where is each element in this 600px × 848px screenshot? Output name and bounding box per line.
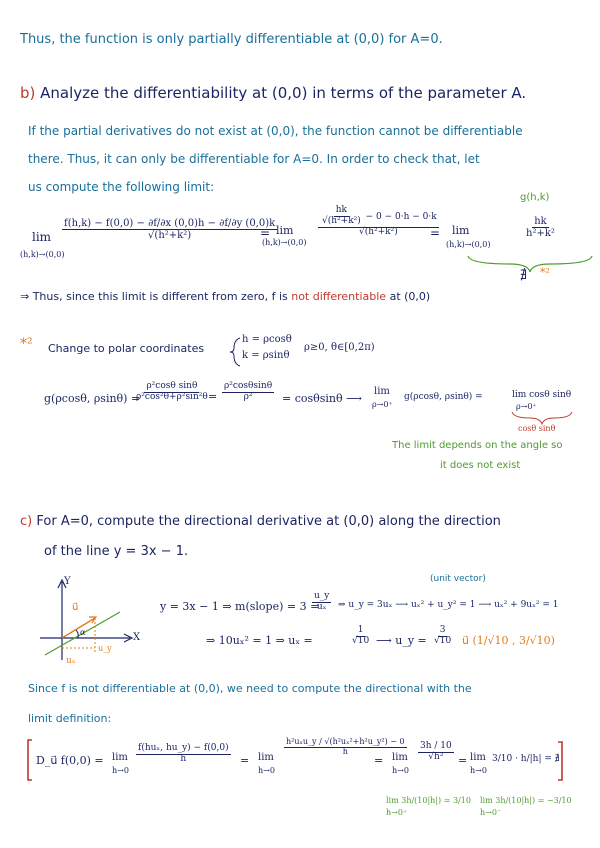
lim-2: lim: [276, 224, 294, 237]
dd-lim-4-sub: h→0: [470, 766, 487, 775]
slope-frac-d: uₓ: [316, 601, 327, 612]
uy-frac-d: √10: [434, 635, 452, 646]
limit-denominator-3: h²+k²: [526, 228, 555, 239]
limit-fraction-1: [62, 218, 277, 241]
ux-frac: [350, 626, 371, 647]
g-polar-lim-expr: g(ρcosθ, ρsinθ) =: [404, 392, 483, 402]
num2-topden: √(h²+k²): [322, 215, 361, 226]
dd-eq-1: =: [240, 754, 250, 767]
dd-eq-3: =: [458, 754, 468, 767]
polar-text: Change to polar coordinates: [48, 342, 205, 355]
section-c-heading: [20, 514, 501, 529]
g-polar-frac-1: [134, 382, 210, 403]
dd-num-2: h²uₓu_y / √(h²uₓ²+h²u_y²) − 0: [286, 737, 405, 746]
ux-line-a: ⇒ 10uₓ² = 1 ⇒ uₓ =: [206, 634, 313, 647]
star-note: *²: [540, 266, 550, 279]
polar-condition: ρ≥0, θ∈[0,2π): [304, 342, 375, 353]
lim-1: lim: [32, 230, 52, 244]
section-b-title: Analyze the differentiability at (0,0) in terms of the parameter A.: [40, 84, 527, 102]
polar-star: *²: [20, 336, 33, 352]
limit-numerator-3: hk: [534, 216, 547, 227]
section-c-title-1: For A=0, compute the directional derivative at (0,0) along the direction: [36, 514, 501, 529]
g-polar-lim: lim: [374, 386, 390, 397]
ux-frac-n: 1: [357, 625, 364, 635]
dd-lim-3-sub: h→0: [392, 766, 409, 775]
num2-rest: − 0 − 0·h − 0·k: [365, 211, 437, 222]
section-b-heading: [20, 84, 526, 102]
dd-lim-3: lim: [392, 752, 408, 763]
g-polar-lim-sub: ρ→0⁺: [372, 400, 393, 409]
polar-sys-2: k = ρsinθ: [242, 350, 290, 361]
section-c-title-2: of the line y = 3x − 1.: [44, 544, 189, 559]
side-limit-left-sub: h→0⁻: [480, 808, 502, 817]
ux-label: uₓ: [66, 656, 76, 666]
axis-x-label: X: [133, 632, 141, 643]
alpha-label: α: [80, 628, 86, 637]
limit-fraction-3: [524, 216, 557, 239]
dd-lim-1-sub: h→0: [112, 766, 129, 775]
dd-lim-1: lim: [112, 752, 128, 763]
limit-numerator-1: f(h,k) − f(0,0) − ∂f/∂x (0,0)h − ∂f/∂y (0,0)k: [64, 218, 276, 229]
axis-y-label: Y: [64, 576, 71, 587]
green-note-2: it does not exist: [440, 460, 521, 471]
left-bracket: [28, 740, 32, 780]
g-polar-result: = cosθsinθ ⟶: [282, 392, 362, 405]
num2-top: hk: [335, 205, 347, 215]
eq-2: =: [430, 226, 441, 240]
green-note-1: The limit depends on the angle so: [392, 440, 563, 451]
slope-line-b: ⇒ u_y = 3uₓ ⟶ uₓ² + u_y² = 1 ⟶ uₓ² + 9uₓ² = 1: [338, 600, 559, 610]
uy-frac: [432, 626, 453, 647]
uy-frac-n: 3: [439, 625, 446, 635]
g-polar-num-2: ρ²cosθsinθ: [224, 381, 273, 391]
dd-den-2: h: [342, 746, 348, 756]
conclusion-suffix: at (0,0): [389, 290, 431, 303]
dd-frac-3: [418, 742, 454, 763]
g-label: g(h,k): [520, 192, 550, 203]
side-limit-left: lim 3h/(10|h|) = −3/10: [480, 796, 572, 805]
lim-2-sub: (h,k)→(0,0): [262, 238, 307, 247]
slope-frac-n: u_y: [314, 591, 330, 601]
g-polar-den-2: ρ²: [243, 391, 253, 402]
g-polar-eq: =: [208, 390, 218, 403]
since-line-1: Since f is not differentiable at (0,0), we need to compute the directional with the: [28, 682, 472, 695]
g-polar-lhs: g(ρcosθ, ρsinθ) =: [44, 392, 141, 405]
section-b-letter: b): [20, 84, 36, 102]
system-brace: [230, 338, 240, 366]
section-b-para-3: us compute the following limit:: [28, 180, 215, 194]
slope-frac: [312, 592, 331, 613]
underbrace-polar: [512, 412, 572, 424]
dd-lim-2: lim: [258, 752, 274, 763]
dd-frac-2: [284, 738, 407, 757]
dd-lhs: D_u⃗ f(0,0) =: [36, 754, 104, 767]
u-vector-value: u⃗ (1/√10 , 3/√10): [462, 634, 555, 647]
slope-line-a: y = 3x − 1 ⇒ m(slope) = 3 =: [160, 600, 320, 613]
conclusion-prefix: ⇒ Thus, since this limit is different from zero, f is: [20, 290, 288, 303]
underbrace: [468, 256, 592, 272]
dd-num-3: 3h / 10: [420, 741, 452, 751]
limit-fraction-2: [318, 206, 439, 238]
eq-1: =: [260, 226, 271, 240]
conclusion-line: [20, 290, 430, 303]
limit-numerator-2: [318, 206, 439, 228]
dd-lim-2-sub: h→0: [258, 766, 275, 775]
g-polar-den-1: ρ²cos²θ+ρ²sin²θ: [136, 391, 208, 402]
dd-den-3: √h²: [428, 751, 444, 762]
dd-frac-1: [136, 744, 231, 765]
side-limit-right-sub: h→0⁺: [386, 808, 408, 817]
g-polar-lim-2: lim cosθ sinθ: [512, 390, 572, 400]
since-line-2: limit definition:: [28, 712, 112, 725]
dd-result: 3/10 · h/|h| = ∄: [492, 754, 560, 764]
section-c-letter: c): [20, 514, 33, 529]
conclusion-not-differentiable: not differentiable: [291, 290, 387, 303]
not-exists-symbol: ∄: [520, 268, 528, 283]
uy-line-b: ⟶ u_y =: [376, 634, 427, 647]
dd-den-1: h: [180, 753, 187, 764]
dd-lim-4: lim: [470, 752, 486, 763]
unit-vector-note: (unit vector): [430, 574, 486, 584]
lim-1-sub: (h,k)→(0,0): [20, 250, 65, 259]
lim-3: lim: [452, 224, 470, 237]
g-polar-final: cosθ sinθ: [518, 424, 556, 433]
lim-3-sub: (h,k)→(0,0): [446, 240, 491, 249]
g-polar-frac-2: [222, 382, 274, 403]
g-polar-lim-2-sub: ρ→0⁺: [516, 402, 537, 411]
section-b-para-1: If the partial derivatives do not exist at (0,0), the function cannot be differentiable: [28, 124, 523, 138]
section-b-para-2: there. Thus, it can only be differentiable for A=0. In order to check that, let: [28, 152, 480, 166]
vector-u-label: u⃗: [72, 602, 79, 613]
intro-line: Thus, the function is only partially differentiable at (0,0) for A=0.: [20, 32, 443, 47]
limit-denominator-1: √(h²+k²): [148, 230, 192, 241]
polar-sys-1: h = ρcosθ: [242, 334, 292, 345]
ux-frac-d: √10: [352, 635, 370, 646]
side-limit-right: lim 3h/(10|h|) = 3/10: [386, 796, 471, 805]
dd-num-1: f(huₓ, hu_y) − f(0,0): [138, 743, 229, 753]
g-polar-num-1: ρ²cosθ sinθ: [146, 381, 198, 391]
limit-denominator-2: √(h²+k²): [358, 226, 398, 237]
uy-label: u_y: [98, 644, 112, 653]
dd-eq-2: =: [374, 754, 384, 767]
